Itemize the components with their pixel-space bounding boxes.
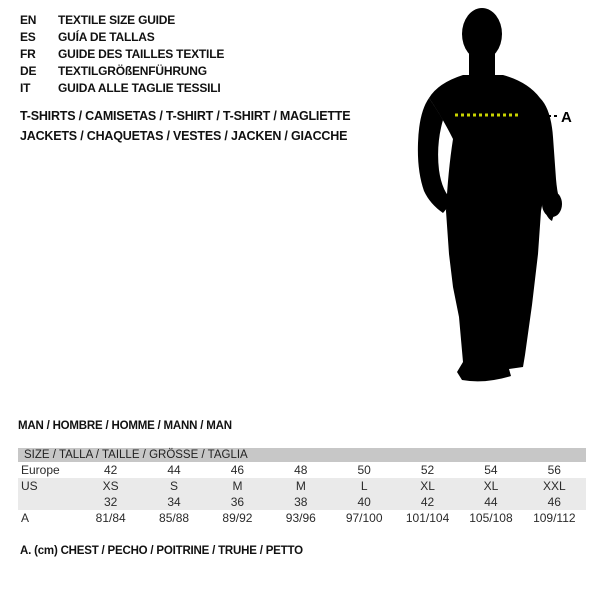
table-row-europe [18,462,586,478]
size-table [18,448,586,526]
lang-label: TEXTILE SIZE GUIDE [58,13,176,27]
size-cell: 38 [294,495,308,509]
size-cell: 89/92 [222,511,253,525]
size-cell: 48 [294,463,308,477]
man-figure-svg [405,5,580,395]
size-cell: XS [102,479,119,493]
lang-label: GUIDA ALLE TAGLIE TESSILI [58,81,221,95]
category-line-tshirts: T-SHIRTS / CAMISETAS / T-SHIRT / T-SHIRT / MAGLIETTE [20,109,351,123]
lang-row-en [20,12,224,29]
size-cell: 34 [167,495,181,509]
lang-row-it [20,80,224,97]
size-cell: S [170,479,179,493]
lang-row-de [20,63,224,80]
size-cell: 56 [547,463,561,477]
table-row-us [18,478,586,494]
table-row-chest-cm [18,510,586,526]
size-cell: 44 [484,495,498,509]
size-cell: 32 [104,495,118,509]
size-cell: 97/100 [345,511,383,525]
size-cell: M [295,479,306,493]
lang-row-es [20,29,224,46]
size-cell: 44 [167,463,181,477]
size-cell: 85/88 [159,511,190,525]
lang-row-fr [20,46,224,63]
size-cell: XL [420,479,435,493]
size-cell: M [232,479,243,493]
lang-code: ES [20,30,36,44]
size-cell: 101/104 [405,511,450,525]
lang-label: TEXTILGRÖßENFÜHRUNG [58,64,207,78]
section-title-man: MAN / HOMBRE / HOMME / MANN / MAN [18,420,232,432]
lang-label: GUÍA DE TALLAS [58,30,155,44]
language-list [20,12,224,97]
size-cell: 42 [104,463,118,477]
table-header: SIZE / TALLA / TAILLE / GRÖSSE / TAGLIA [18,448,586,462]
size-cell: 105/108 [469,511,513,525]
lang-code: FR [20,47,36,61]
lang-label: GUIDE DES TAILLES TEXTILE [58,47,225,61]
size-cell: XL [483,479,499,493]
row-label: A [21,511,30,525]
man-silhouette [418,8,562,381]
size-cell: 46 [547,495,561,509]
lang-code: EN [20,13,37,27]
size-cell: 109/112 [533,511,576,525]
size-cell: L [360,479,368,493]
size-cell: 42 [420,495,435,509]
lang-code: DE [20,64,37,78]
size-cell: 40 [357,495,371,509]
size-cell: 36 [230,495,245,509]
size-cell: 54 [484,463,498,477]
category-lines [20,106,350,146]
size-cell: 50 [357,463,371,477]
table-row-inches [18,494,586,510]
size-cell: 52 [420,463,435,477]
measure-label-a: A [561,109,572,126]
category-line-jackets: JACKETS / CHAQUETAS / VESTES / JACKEN / GIACCHE [20,129,348,143]
size-cell: 81/84 [95,511,126,525]
footer-measure-legend: A. (cm) CHEST / PECHO / POITRINE / TRUHE / PETTO [20,545,303,557]
row-label: Europe [21,463,60,477]
size-cell: XXL [542,479,566,493]
row-label: US [21,479,38,493]
size-cell: 93/96 [285,511,316,525]
size-cell: 46 [230,463,245,477]
lang-code: IT [20,81,31,95]
